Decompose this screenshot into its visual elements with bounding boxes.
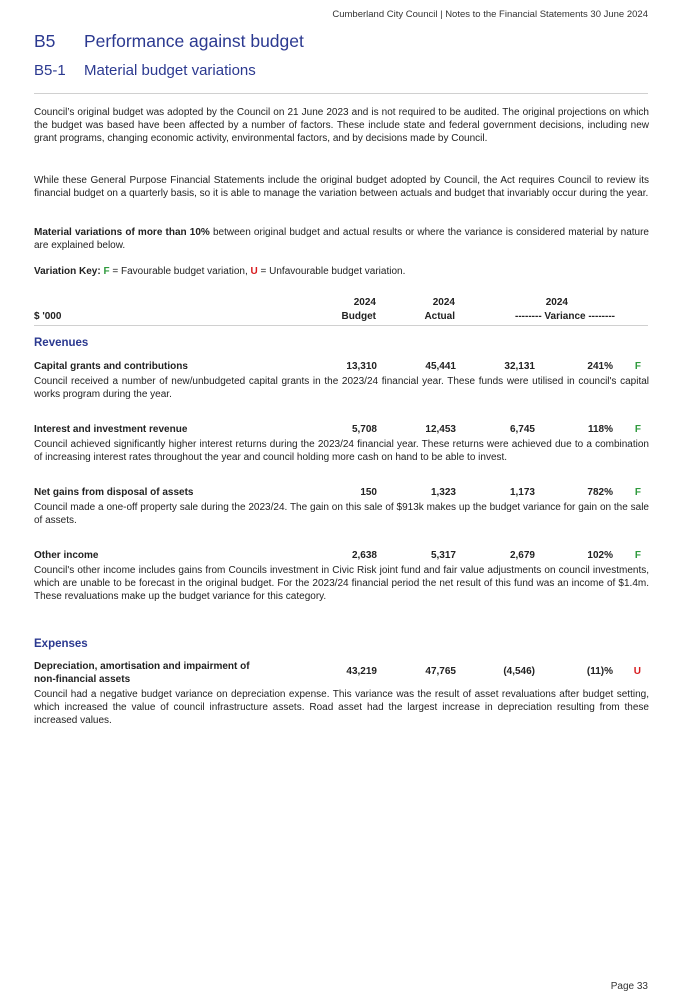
variance-percent: 102% [587,550,613,561]
variance-percent: (11)% [586,666,613,677]
budget-value: 2,638 [351,550,377,561]
budget-value: 43,219 [346,666,377,677]
intro-paragraph-3 [34,226,649,252]
line-item-label: Capital grants and contributions [34,361,188,372]
variance-value: 2,679 [509,550,535,561]
intro-paragraph-2: While these General Purpose Financial Statements include the original budget adopted by Council, the Act requires Council to review its financial budget on a quarterly basis, so it is able to manage the variation between actuals and budget that invariably occur during the year. [34,175,649,199]
table-header-divider [34,325,648,326]
section-title [34,31,304,52]
materiality-threshold: Material variations of more than 10% [34,227,210,238]
table-row [34,550,649,563]
table-row [34,660,649,686]
line-item-label-line1: Depreciation, amortisation and impairment of [34,661,250,672]
section-code: B5 [34,31,56,51]
intro-paragraph-1: Council’s original budget was adopted by the Council on 21 June 2023 and is not required to be audited. The original projections on which the budget was based have been affected by a number of factors. These include state and federal government decisions, including new grant programs, changing economic activity, environmental factors, and by decisions made by Council. [34,107,649,144]
variance-explanation: Council received a number of new/unbudgeted capital grants in the 2023/24 financial year. These funds were utilised in council's capital works program during the year. [34,376,649,400]
table-row [34,361,649,374]
variance-flag: F [634,424,641,435]
subsection-code: B5-1 [34,62,66,79]
actual-column-header: Actual [424,311,455,322]
budget-value: 150 [360,487,377,498]
line-item-label [34,660,250,686]
variance-percent: 241% [587,361,613,372]
variance-explanation: Council achieved significantly higher interest returns during the 2023/24 financial year. These returns were achieved due to a combination of increasing interest rates throughout the year and council holding more cash on hand to be able to invest. [34,439,649,463]
actual-value: 5,317 [430,550,456,561]
line-item-label: Net gains from disposal of assets [34,487,194,498]
line-item-label-line2: non-financial assets [34,674,131,685]
title-divider [34,93,648,94]
budget-value: 5,708 [351,424,377,435]
actual-year: 2024 [432,297,455,308]
budget-column-header: Budget [341,311,376,322]
table-row [34,487,649,500]
actual-value: 1,323 [430,487,456,498]
line-item-label: Other income [34,550,99,561]
actual-value: 47,765 [425,666,456,677]
favourable-flag: F [103,266,110,277]
materiality-text: between original budget and actual results or where the variance is considered material by nature are explained below. [34,227,649,251]
variance-explanation: Council had a negative budget variance on depreciation expense. This variance was the result of asset revaluations after budget setting, which increased the value of council infrastructure assets. Road asset had the largest increase in depreciation resulting from these increased values. [34,689,649,726]
variance-percent: 782% [587,487,613,498]
unfavourable-text: = Unfavourable budget variation. [257,266,406,277]
variance-flag: F [634,550,641,561]
page-number: Page 33 [610,981,648,992]
budget-year: 2024 [353,297,376,308]
unit-label: $ '000 [34,311,62,322]
variance-column-header: -------- Variance -------- [515,311,615,322]
variance-explanation: Council's other income includes gains from Councils investment in Civic Risk joint fund and fair value adjustments on council investments, which are unable to be forecast in the original budget. For the 2023/24 financial period the net result of this fund was an income of $1.4m. These revaluations make up the budget variance for this category. [34,565,649,602]
subsection-title [34,62,256,79]
variance-value: (4,546) [503,666,535,677]
table-row [34,424,649,437]
variance-percent: 118% [587,424,613,435]
subsection-title-text: Material budget variations [84,62,256,79]
variance-value: 1,173 [509,487,535,498]
variance-value: 6,745 [509,424,535,435]
variance-value: 32,131 [504,361,535,372]
section-title-text: Performance against budget [84,31,304,51]
expenses-heading: Expenses [34,638,88,650]
actual-value: 45,441 [425,361,456,372]
variation-key-label: Variation Key: [34,266,104,277]
variance-explanation: Council made a one-off property sale during the 2023/24. The gain on this sale of $913k makes up the budget variance for gain on the sale of assets. [34,502,649,526]
line-item-label: Interest and investment revenue [34,424,188,435]
variance-year: 2024 [545,297,568,308]
running-header: Cumberland City Council | Notes to the Financial Statements 30 June 2024 [332,9,648,20]
variance-flag: F [634,487,641,498]
unfavourable-flag: U [250,266,258,277]
variance-flag: U [633,666,641,677]
favourable-text: = Favourable budget variation, [109,266,251,277]
variance-flag: F [634,361,641,372]
variation-key [34,265,649,278]
budget-value: 13,310 [346,361,377,372]
revenues-heading: Revenues [34,337,89,349]
actual-value: 12,453 [425,424,456,435]
